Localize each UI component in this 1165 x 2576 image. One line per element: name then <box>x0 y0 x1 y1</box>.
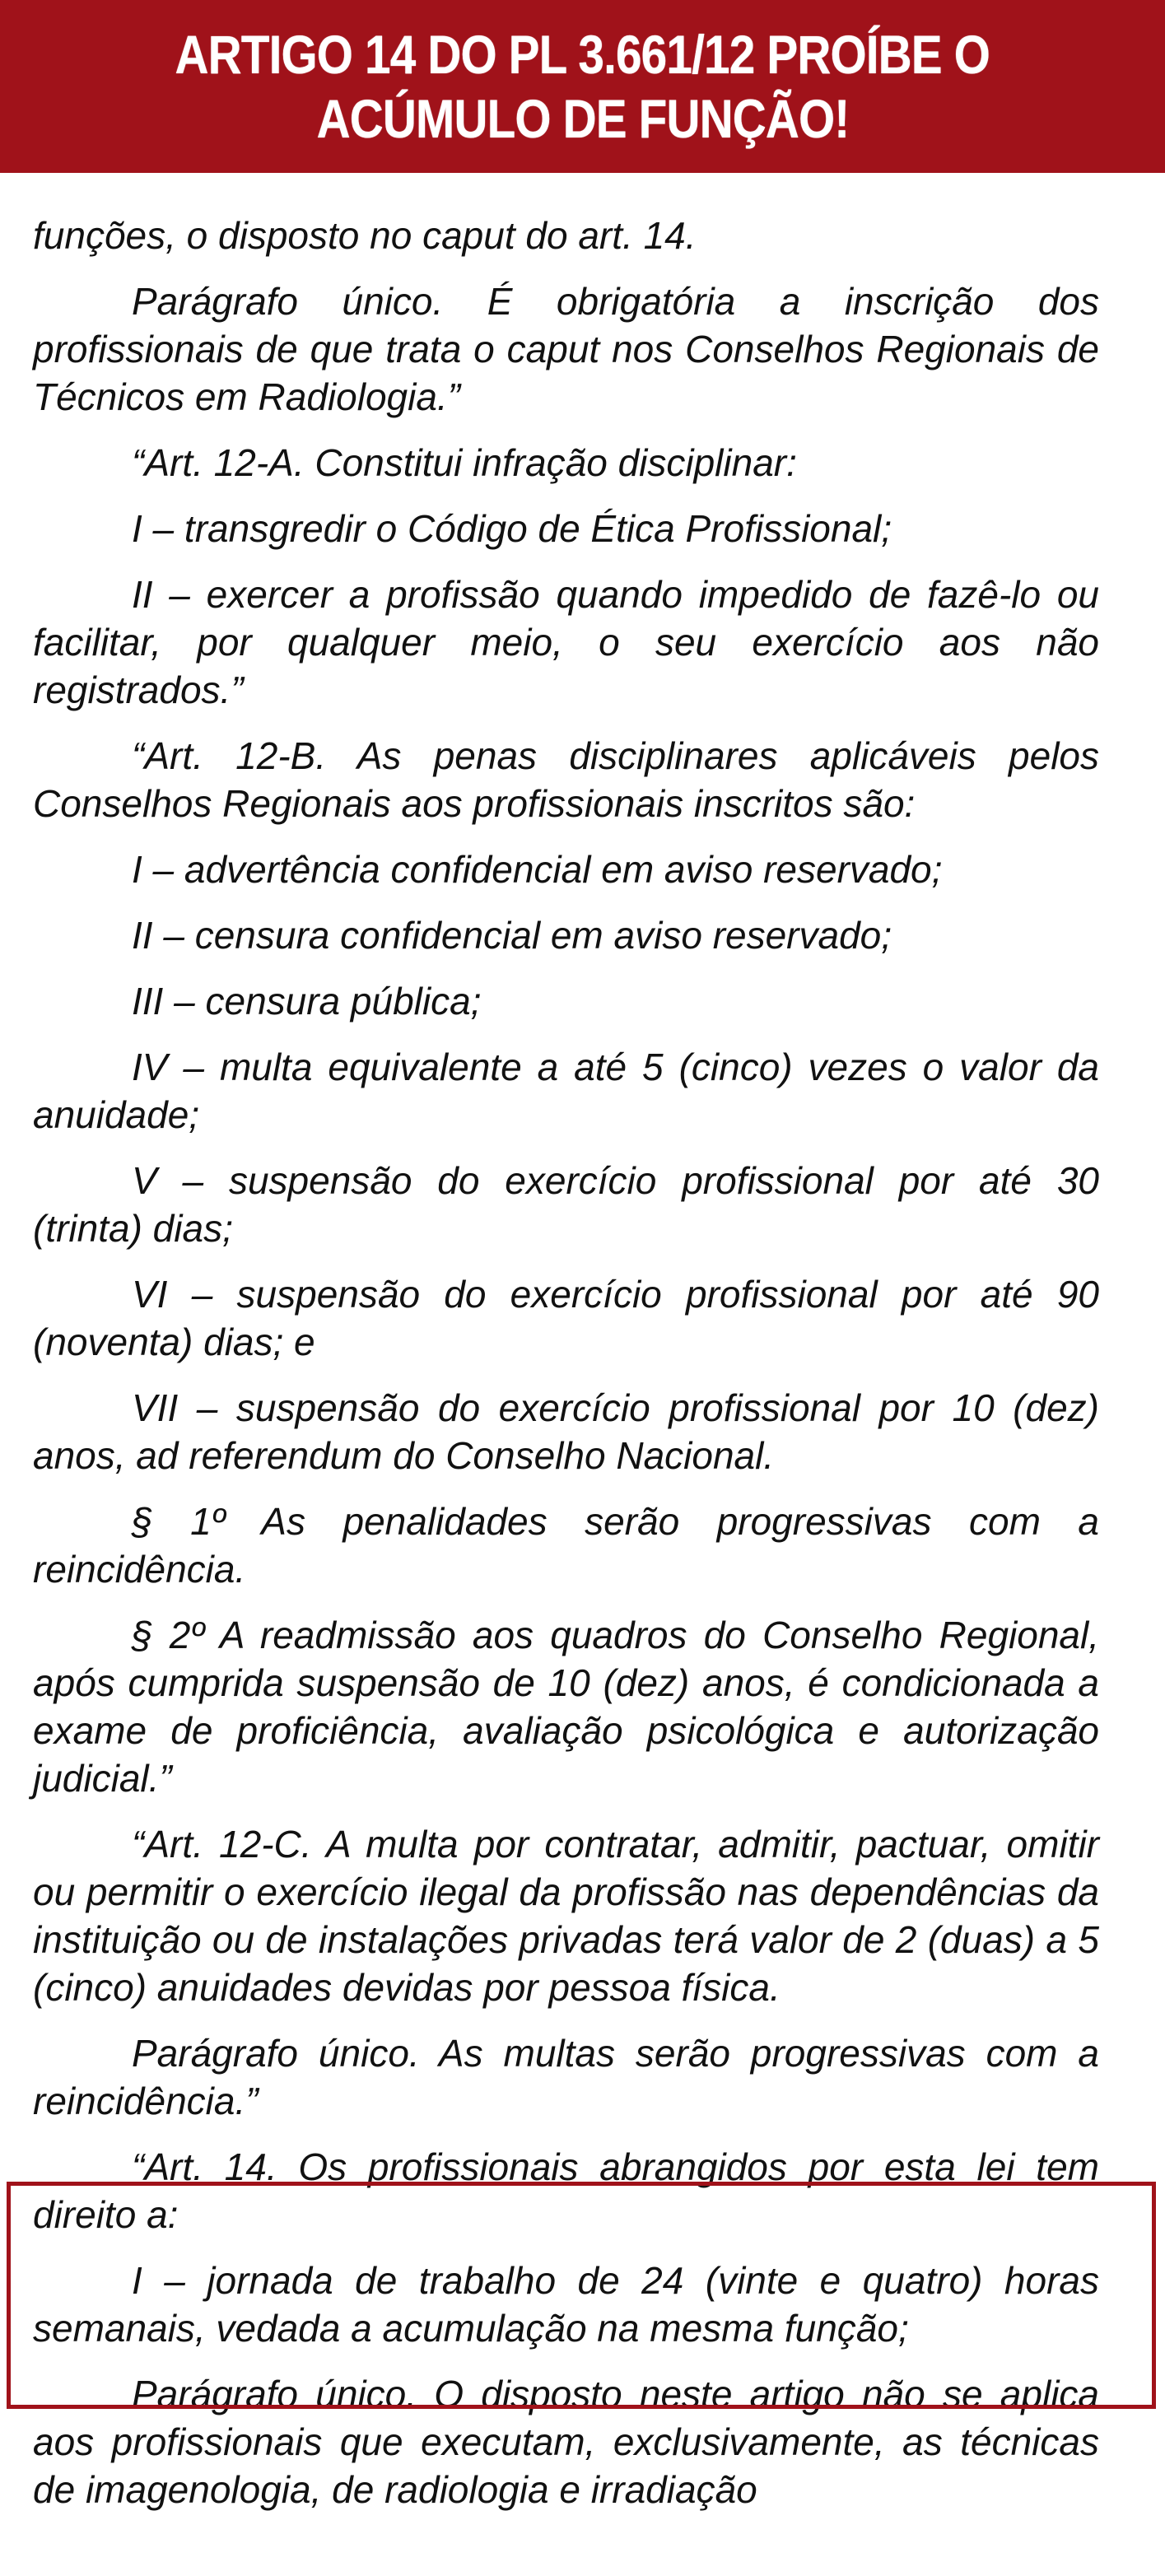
article-12b-item-6: VI – suspensão do exercício profissional por até 90 (noventa) dias; e <box>33 1273 1099 1363</box>
paragraph-registration: Parágrafo único. É obrigatória a inscrição dos profissionais de que trata o caput nos Conselhos Regionais de Técnicos em Radiologia.” <box>33 280 1099 418</box>
article-12a-item-2: II – exercer a profissão quando impedido de fazê-lo ou facilitar, por qualquer meio, o seu exercício aos não registrados.” <box>33 573 1099 711</box>
article-12b-paragraph-1: § 1º As penalidades serão progressivas com a reincidência. <box>33 1500 1099 1591</box>
banner-title-line-2: ACÚMULO DE FUNÇÃO! <box>316 88 849 149</box>
article-12b-heading: “Art. 12-B. As penas disciplinares aplicáveis pelos Conselhos Regionais aos profissionais inscritos são: <box>33 734 1099 825</box>
title-banner <box>0 0 1165 173</box>
article-12b-item-2: II – censura confidencial em aviso reservado; <box>132 914 892 957</box>
article-12b-item-1: I – advertência confidencial em aviso reservado; <box>132 848 943 891</box>
article-12b-item-4: IV – multa equivalente a até 5 (cinco) vezes o valor da anuidade; <box>33 1046 1099 1136</box>
article-12c-sole-paragraph: Parágrafo único. As multas serão progressivas com a reincidência.” <box>33 2032 1099 2122</box>
article-14-heading: “Art. 14. Os profissionais abrangidos por esta lei tem direito a: <box>33 2145 1099 2236</box>
article-12b-item-7: VII – suspensão do exercício profissional por 10 (dez) anos, ad referendum do Conselho Nacional. <box>33 1386 1099 1477</box>
banner-title-line-1: ARTIGO 14 DO PL 3.661/12 PROÍBE O <box>175 24 990 85</box>
article-12c-heading: “Art. 12-C. A multa por contratar, admitir, pactuar, omitir ou permitir o exercício ilegal da profissão nas dependências da instituição ou de instalações privadas terá valor de 2 (duas) a 5 (cinco) anuidades devidas por pessoa física. <box>33 1823 1099 2009</box>
article-12a-heading: “Art. 12-A. Constitui infração disciplinar: <box>132 441 797 484</box>
article-12b-item-3: III – censura pública; <box>132 980 482 1022</box>
article-12a-item-1: I – transgredir o Código de Ética Profissional; <box>132 507 892 550</box>
law-text-body <box>33 212 1099 2532</box>
article-14-sole-paragraph: Parágrafo único. O disposto neste artigo não se aplica aos profissionais que executam, exclusivamente, as técnicas de imagenologia, de radiologia e irradiação <box>33 2373 1099 2511</box>
article-12b-item-5: V – suspensão do exercício profissional por até 30 (trinta) dias; <box>33 1159 1099 1250</box>
article-12b-paragraph-2: § 2º A readmissão aos quadros do Conselho Regional, após cumprida suspensão de 10 (dez) anos, é condicionada a exame de proficiência, avaliação psicológica e autorização judicial.” <box>33 1614 1099 1800</box>
paragraph-continuation: funções, o disposto no caput do art. 14. <box>33 214 697 257</box>
article-14-item-1: I – jornada de trabalho de 24 (vinte e quatro) horas semanais, vedada a acumulação na mesma função; <box>33 2259 1099 2350</box>
